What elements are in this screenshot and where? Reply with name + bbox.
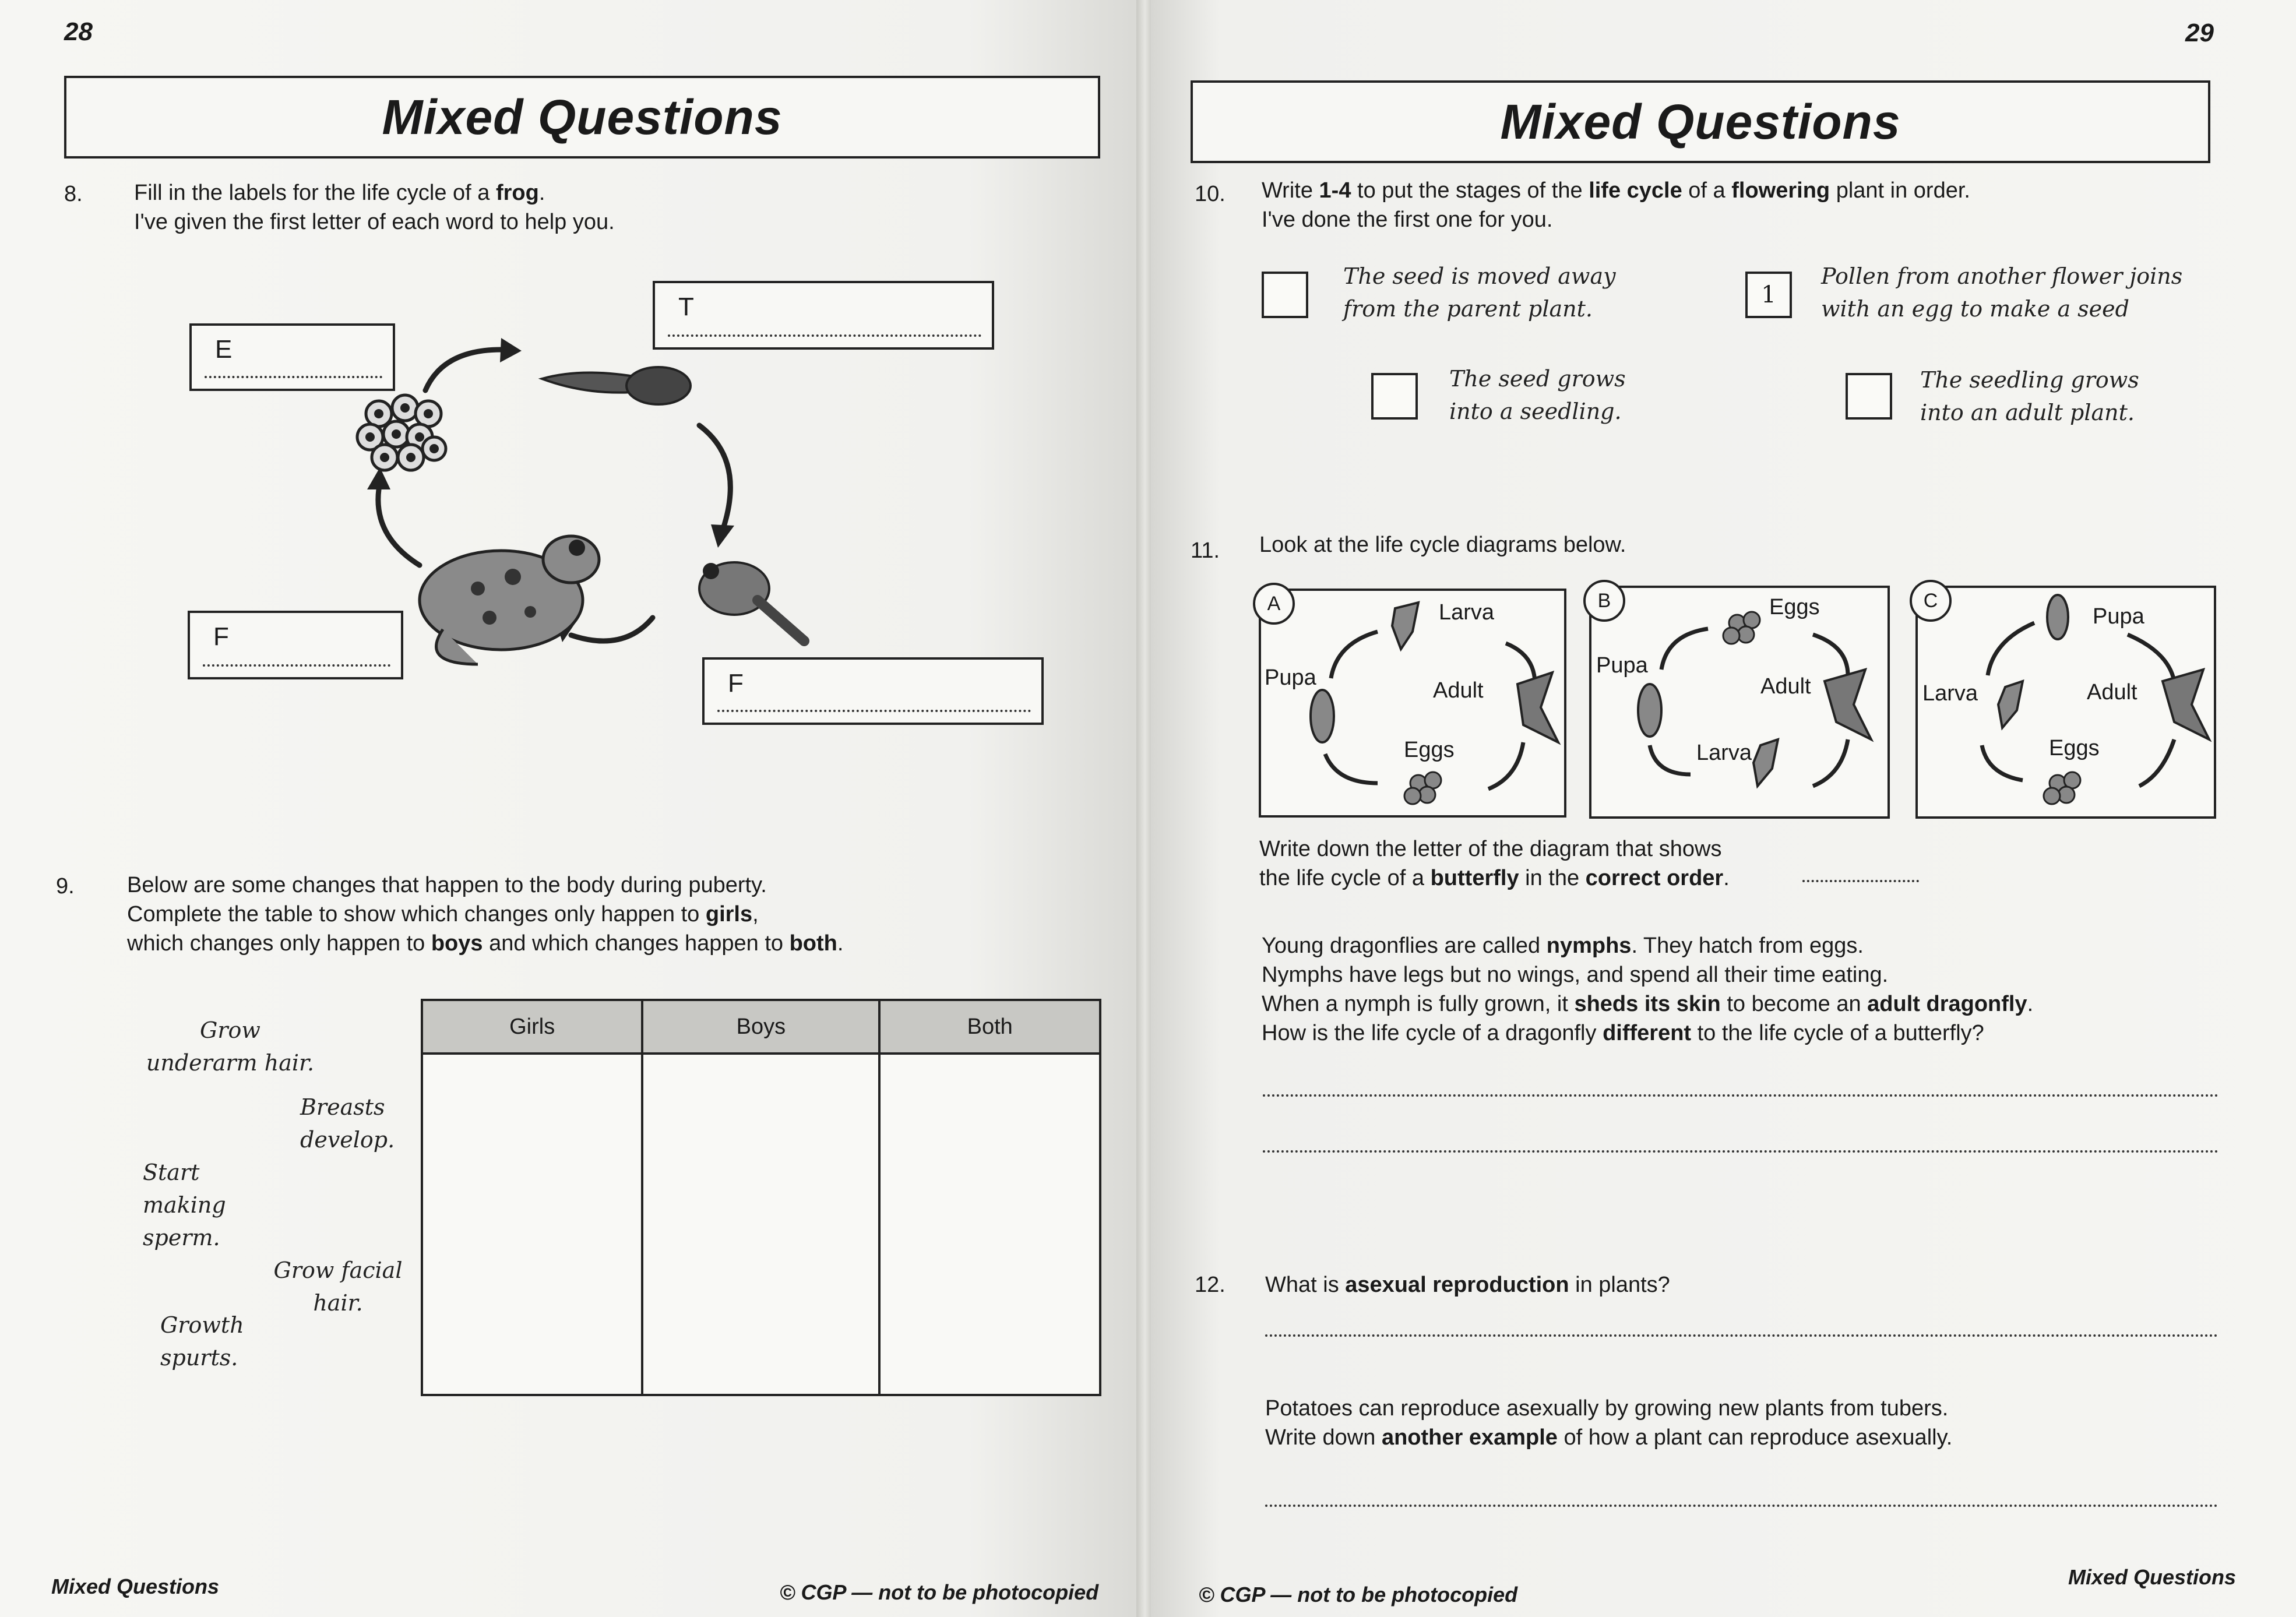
butterfly-icon: [1825, 670, 1871, 739]
stage-text: Pollen from another flower joins with an egg to make a seed: [1821, 263, 2183, 322]
question-text: Look at the life cycle diagrams below.: [1259, 533, 1626, 557]
label-first-letter: F: [728, 669, 744, 697]
stage-label: Eggs: [1769, 595, 1820, 619]
question-text: Write 1-4 to put the stages of the life cycle of a flowering plant in order. I've done the first one for you.: [1262, 178, 1970, 232]
stage-label: Larva: [1696, 741, 1752, 765]
table-header-both: Both: [879, 1000, 1100, 1054]
question-text: What is asexual reproduction in plants?: [1265, 1273, 1670, 1297]
cycle-arrows: [1591, 588, 1887, 816]
stage-label: Pupa: [2093, 604, 2144, 629]
footer-section: Mixed Questions: [2068, 1565, 2237, 1589]
pupa-icon: [1311, 690, 1334, 742]
puberty-table: [421, 999, 1101, 1396]
table-cell-girls[interactable]: [422, 1054, 642, 1395]
label-first-letter: F: [213, 622, 229, 651]
stage-label: Adult: [1760, 674, 1811, 699]
stage-text: The seed is moved away from the parent plant.: [1343, 263, 1616, 322]
question-number: 11.: [1191, 538, 1220, 563]
page-number: 29: [2185, 19, 2214, 47]
stage-label: Adult: [1433, 678, 1484, 703]
page-number: 28: [64, 17, 93, 46]
question-number: 9.: [56, 874, 75, 899]
life-cycle-diagram-c: [1915, 586, 2216, 819]
footer-copyright: © CGP — not to be photocopied: [1199, 1583, 1518, 1607]
label-first-letter: T: [678, 293, 694, 321]
life-cycle-diagram-a: [1259, 589, 1566, 818]
page-title-box: [1191, 80, 2210, 163]
life-cycle-diagram-b: [1589, 586, 1890, 819]
frog-life-cycle-illustration: [326, 315, 827, 676]
eggs-icon: [1404, 772, 1441, 804]
eggs-icon: [2044, 772, 2080, 804]
right-page: [1151, 0, 2296, 1617]
question-number: 10.: [1195, 182, 1226, 206]
question-text: Potatoes can reproduce asexually by growing new plants from tubers. Write down another example of how a plant can reproduce asexually.: [1265, 1396, 1953, 1450]
table-cell-both[interactable]: [879, 1054, 1100, 1395]
froglet-icon: [699, 562, 804, 641]
stage-label: Larva: [1439, 600, 1495, 625]
larva-icon: [1392, 603, 1418, 649]
stage-label: Eggs: [1404, 738, 1455, 762]
question-text: Write down the letter of the diagram that shows the life cycle of a butterfly in the correct order.: [1259, 837, 1730, 890]
question-number: 8.: [64, 182, 83, 206]
stage-order-box[interactable]: [1846, 373, 1892, 420]
stage-text: The seed grows into a seedling.: [1449, 366, 1626, 424]
answer-line[interactable]: [1265, 1505, 2218, 1507]
change-card[interactable]: Grow facial hair.: [273, 1257, 403, 1316]
question-text: Below are some changes that happen to the body during puberty. Complete the table to show which changes only happen to girls, which changes only happen to boys and which changes happen to both.: [127, 873, 844, 956]
answer-line[interactable]: [1263, 1150, 2218, 1153]
answer-line[interactable]: [1802, 880, 1919, 882]
stage-label: Pupa: [1596, 653, 1648, 678]
page-title-box: [64, 76, 1100, 158]
pupa-icon: [1638, 684, 1661, 737]
tadpole-icon: [542, 367, 691, 404]
page-title: Mixed Questions: [382, 89, 783, 145]
stage-label: Larva: [1922, 681, 1978, 706]
larva-icon: [1753, 739, 1778, 786]
cycle-arrows: [1261, 591, 1564, 815]
frog-icon: [420, 536, 599, 664]
change-card[interactable]: Start making sperm.: [143, 1160, 226, 1250]
cycle-arrows: [1918, 588, 2214, 816]
diagram-letter: C: [1910, 580, 1952, 622]
stage-order-box-filled[interactable]: 1: [1745, 272, 1792, 318]
butterfly-icon: [2163, 670, 2209, 739]
stage-label: Eggs: [2049, 736, 2100, 760]
stage-order-box[interactable]: [1371, 373, 1418, 420]
stage-text: The seedling grows into an adult plant.: [1920, 367, 2139, 425]
diagram-letter: A: [1253, 583, 1295, 625]
footer-section: Mixed Questions: [51, 1574, 220, 1598]
answer-line[interactable]: [1263, 1094, 2218, 1097]
question-text: Fill in the labels for the life cycle of a frog. I've given the first letter of each word to help you.: [134, 181, 615, 234]
stage-label: Adult: [2087, 680, 2137, 704]
table-cell-boys[interactable]: [642, 1054, 879, 1395]
question-number: 12.: [1195, 1273, 1226, 1297]
answer-dots: [717, 710, 1031, 712]
table-header-boys: Boys: [642, 1000, 879, 1054]
diagram-letter: B: [1583, 580, 1625, 622]
change-card[interactable]: Growth spurts.: [160, 1312, 244, 1371]
eggs-icon: [1723, 612, 1760, 644]
pupa-icon: [2047, 595, 2068, 639]
answer-line[interactable]: [1265, 1334, 2218, 1337]
page-title: Mixed Questions: [1500, 94, 1901, 149]
table-header-girls: Girls: [422, 1000, 642, 1054]
change-card[interactable]: Breasts develop.: [300, 1094, 395, 1153]
label-first-letter: E: [215, 335, 233, 364]
change-card[interactable]: Grow underarm hair.: [146, 1017, 315, 1076]
larva-icon: [1998, 681, 2023, 728]
butterfly-icon: [1517, 672, 1558, 742]
footer-copyright: © CGP — not to be photocopied: [780, 1580, 1099, 1604]
stage-order-box[interactable]: [1262, 272, 1308, 318]
question-text: Young dragonflies are called nymphs. They hatch from eggs. Nymphs have legs but no wings, and spend all their time eating. When a nymph is fully grown, it sheds its skin to become an adult dragonfly. How is the life cycle of a dragonfly different to the life cycle of a butterfly?: [1262, 933, 2034, 1045]
stage-label: Pupa: [1265, 665, 1316, 690]
left-page: [0, 0, 1139, 1617]
